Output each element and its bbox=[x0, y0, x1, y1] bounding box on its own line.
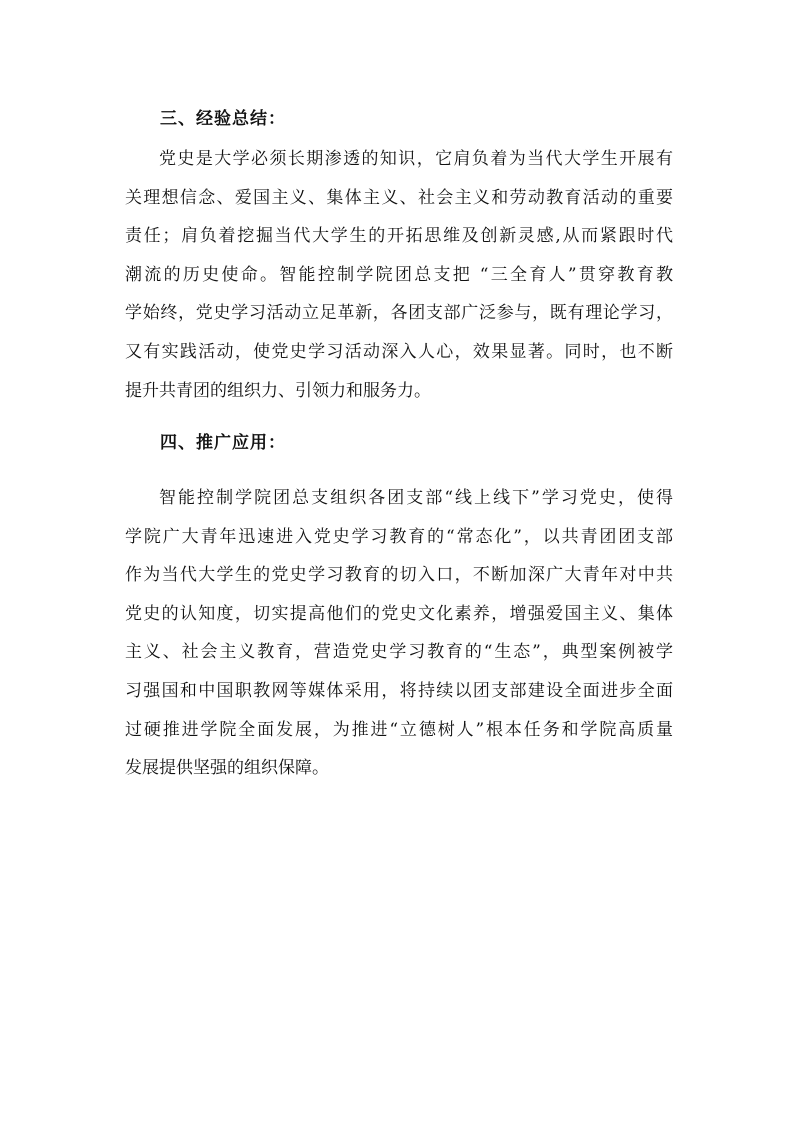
paragraph-line: 过硬推进学院全面发展，为推进“立德树人”根本任务和学院高质量 bbox=[125, 719, 673, 740]
paragraph-line: 作为当代大学生的党史学习教育的切入口，不断加深广大青年对中共 bbox=[125, 565, 673, 586]
paragraph-promotion-application bbox=[125, 479, 673, 788]
paragraph-experience-summary bbox=[125, 140, 673, 410]
section-heading-promotion-application: 四、推广应用： bbox=[160, 433, 286, 453]
paragraph-line: 智能控制学院团总支组织各团支部“线上线下”学习党史，使得 bbox=[159, 488, 673, 508]
paragraph-line: 习强国和中国职教网等媒体采用，将持续以团支部建设全面进步全面 bbox=[125, 680, 673, 701]
paragraph-line: 党史是大学必须长期渗透的知识，它肩负着为当代大学生开展有 bbox=[159, 149, 673, 169]
paragraph-line: 党史的认知度，切实提高他们的党史文化素养，增强爱国主义、集体 bbox=[125, 603, 673, 624]
paragraph-line: 提升共青团的组织力、引领力和服务力。 bbox=[125, 380, 431, 401]
paragraph-line: 发展提供坚强的组织保障。 bbox=[125, 758, 329, 779]
paragraph-line: 又有实践活动，使党史学习活动深入人心，效果显著。同时，也不断 bbox=[125, 341, 673, 362]
paragraph-line: 责任；肩负着挖掘当代大学生的开拓思维及创新灵感,从而紧跟时代 bbox=[125, 226, 673, 247]
paragraph-line: 潮流的历史使命。智能控制学院团总支把 “三全育人”贯穿教育教 bbox=[125, 264, 673, 285]
paragraph-line: 主义、社会主义教育，营造党史学习教育的“生态”，典型案例被学 bbox=[125, 642, 673, 663]
paragraph-line: 关理想信念、爱国主义、集体主义、社会主义和劳动教育活动的重要 bbox=[125, 187, 673, 208]
section-heading-experience-summary: 三、经验总结： bbox=[160, 109, 286, 129]
paragraph-line: 学院广大青年迅速进入党史学习教育的“常态化”，以共青团团支部 bbox=[125, 526, 673, 547]
paragraph-line: 学始终，党史学习活动立足革新，各团支部广泛参与，既有理论学习， bbox=[125, 303, 673, 324]
